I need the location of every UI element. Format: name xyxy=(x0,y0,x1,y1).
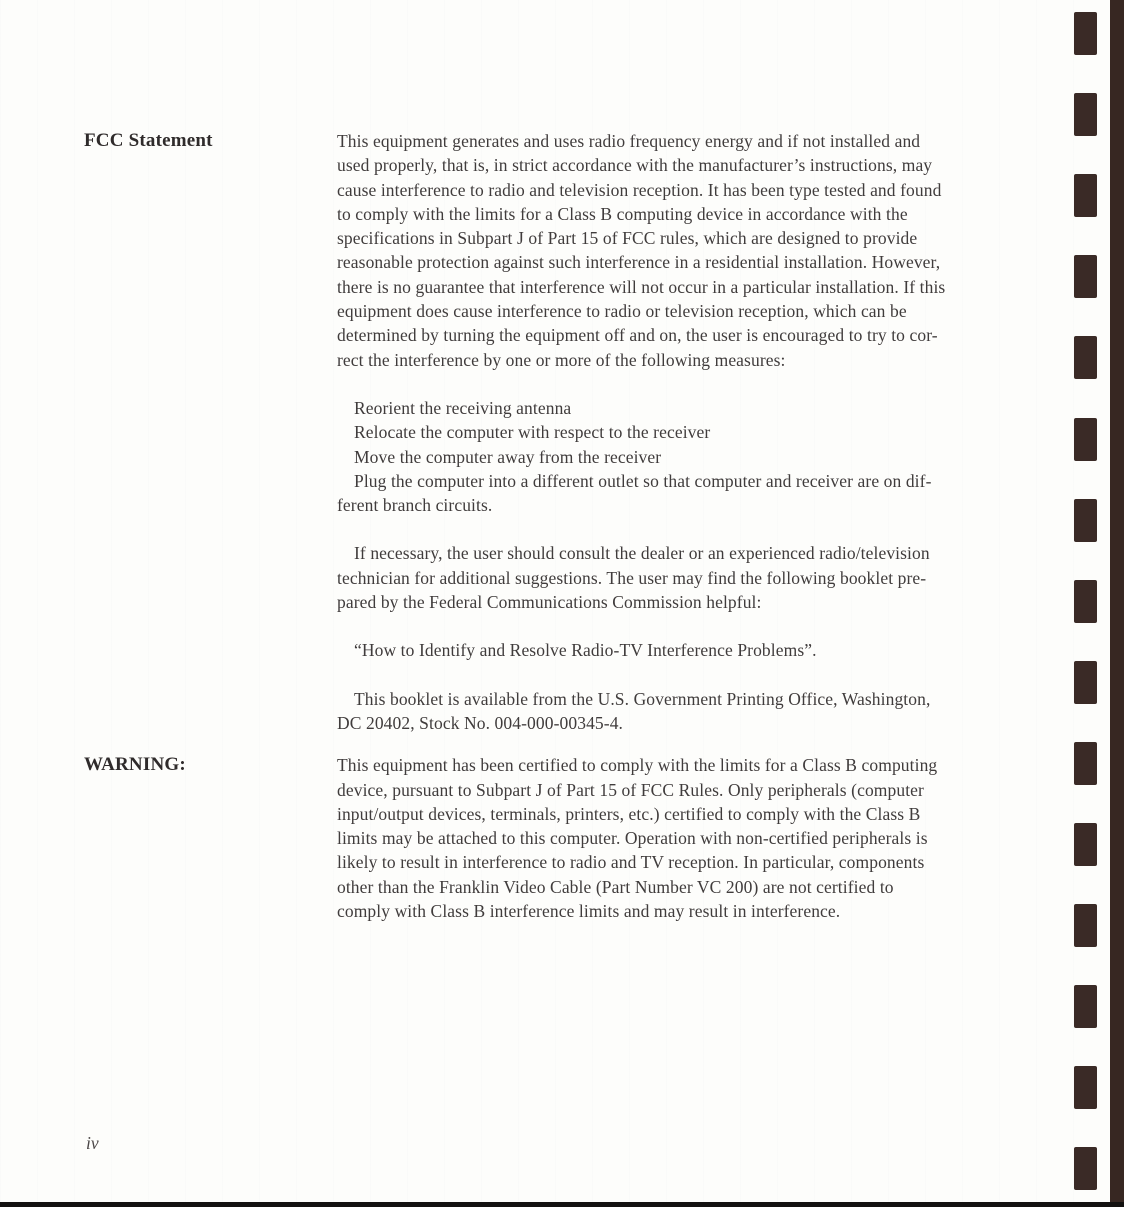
list-item: Plug the computer into a different outlet so that computer and receiver are on dif- xyxy=(354,470,932,491)
text-line: equipment does cause interference to radio or television reception, which can be xyxy=(337,301,907,322)
text-line: comply with Class B interference limits and may result in interference. xyxy=(337,901,841,922)
binding-hole xyxy=(1074,904,1097,947)
text-line: pared by the Federal Communications Commission helpful: xyxy=(337,592,762,613)
binding-hole xyxy=(1074,255,1097,298)
list-item: Relocate the computer with respect to the receiver xyxy=(354,422,711,443)
binding-hole xyxy=(1074,336,1097,379)
text-line: DC 20402, Stock No. 004-000-00345-4. xyxy=(337,712,624,733)
binding-hole xyxy=(1074,93,1097,136)
paragraph-warning xyxy=(337,753,1030,923)
section-fcc-statement xyxy=(84,129,1030,735)
text-line: device, pursuant to Subpart J of Part 15 of FCC Rules. Only peripherals (computer xyxy=(337,779,924,800)
text-line: This equipment generates and uses radio frequency energy and if not installed and xyxy=(337,131,921,151)
list-item-continuation: ferent branch circuits. xyxy=(337,495,493,516)
section-warning xyxy=(84,753,1030,923)
section-label-warning: WARNING: xyxy=(84,754,186,776)
text-line: likely to result in interference to radio and TV reception. In particular, components xyxy=(337,852,925,873)
text-line: input/output devices, terminals, printers, etc.) certified to comply with the Class B xyxy=(337,803,921,824)
text-line: This booklet is available from the U.S. Government Printing Office, Washington, xyxy=(354,688,931,709)
text-line: rect the interference by one or more of the following measures: xyxy=(337,349,786,370)
text-line: reasonable protection against such interference in a residential installation. However, xyxy=(337,252,941,273)
text-line: technician for additional suggestions. The user may find the following booklet pre- xyxy=(337,567,927,588)
text-line: there is no guarantee that interference will not occur in a particular installation. If this xyxy=(337,276,946,297)
binding-hole xyxy=(1074,1066,1097,1109)
text-line: If necessary, the user should consult the dealer or an experienced radio/television xyxy=(354,543,930,564)
page-number: iv xyxy=(86,1133,99,1153)
section-label-fcc-statement: FCC Statement xyxy=(84,130,213,151)
list-item: Move the computer away from the receiver xyxy=(354,446,662,467)
binding-hole xyxy=(1074,418,1097,461)
binding-hole xyxy=(1074,580,1097,623)
spine-edge-bar xyxy=(1110,0,1124,1207)
text-line: specifications in Subpart J of Part 15 of FCC rules, which are designed to provide xyxy=(337,228,918,249)
text-line: determined by turning the equipment off and on, the user is encouraged to try to cor- xyxy=(337,325,938,346)
list-corrective-measures xyxy=(337,396,1030,517)
text-line: used properly, that is, in strict accordance with the manufacturer’s instructions, may xyxy=(337,155,933,176)
bottom-edge-bar xyxy=(0,1202,1124,1207)
binding-hole xyxy=(1074,499,1097,542)
binding-hole xyxy=(1074,1147,1097,1190)
binding-hole xyxy=(1074,823,1097,866)
section-body-warning xyxy=(337,753,1030,923)
booklet-title-text: “How to Identify and Resolve Radio-TV Interference Problems”. xyxy=(354,640,817,661)
binding-hole xyxy=(1074,985,1097,1028)
text-line: other than the Franklin Video Cable (Part Number VC 200) are not certified to xyxy=(337,876,894,897)
binding-hole xyxy=(1074,12,1097,55)
text-line: cause interference to radio and television reception. It has been type tested and found xyxy=(337,179,942,200)
paragraph-consult-dealer xyxy=(337,541,1030,614)
paragraph-booklet-availability xyxy=(337,687,1030,736)
text-line: to comply with the limits for a Class B computing device in accordance with the xyxy=(337,203,908,224)
binding-hole xyxy=(1074,174,1097,217)
text-line: This equipment has been certified to comply with the limits for a Class B computing xyxy=(337,755,938,776)
page-content xyxy=(84,129,1030,923)
binding-holes-column xyxy=(1074,0,1097,1207)
binding-hole xyxy=(1074,661,1097,704)
binding-hole xyxy=(1074,742,1097,785)
list-item: Reorient the receiving antenna xyxy=(354,397,572,418)
text-line: limits may be attached to this computer. Operation with non-certified peripherals is xyxy=(337,828,928,849)
paragraph-fcc-intro xyxy=(337,129,1030,372)
paragraph-booklet-title xyxy=(337,638,1030,662)
section-body-fcc-statement xyxy=(337,129,1030,735)
